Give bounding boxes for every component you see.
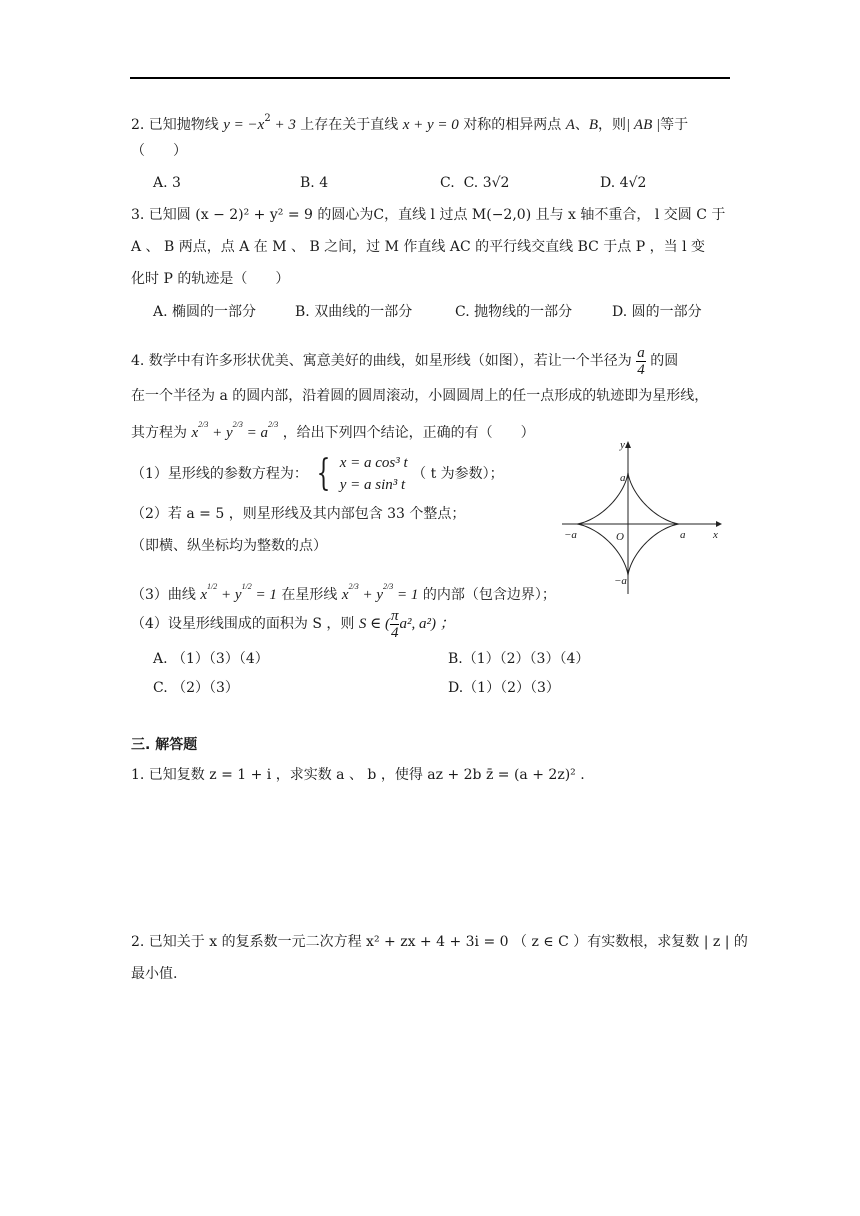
q2-tail: 等于 <box>660 117 689 133</box>
q3-line-2: A 、 B 两点，点 A 在 M 、 B 之间，过 M 作直线 AC 的平行线交直线 BC 于点 P ，当 l 变 <box>131 239 705 255</box>
q4-s1-brace: { <box>316 453 331 494</box>
label-a-right: a <box>680 529 686 541</box>
q2-sep: 、 <box>574 117 589 133</box>
q4-line1-b: 的圆 <box>650 353 679 369</box>
q4-line3-a: 其方程为 <box>131 425 187 441</box>
q4-statement-2-note: （即横、纵坐标均为整数的点） <box>131 538 327 554</box>
header-rule <box>130 77 730 79</box>
q4-fraction-a-over-4 <box>636 345 646 378</box>
q2-option-a: A. 3 <box>153 175 181 191</box>
q4-frac-den: 4 <box>637 361 645 378</box>
q2-stem <box>131 110 688 134</box>
q4-s3-mid: 在星形线 <box>281 587 338 603</box>
y-axis-arrow <box>625 441 631 448</box>
q4-s1-eq2: y = a sin³ t <box>339 477 406 493</box>
section-3-problem-2-line-2: 最小值. <box>131 966 178 982</box>
q2-point-b: B <box>588 117 599 133</box>
q2-eq-exp: 2 <box>264 113 271 124</box>
q4-s4-lead: （4）设星形线围成的面积为 S ，则 <box>131 616 355 632</box>
q4-s1-eq1: x = a cos³ t <box>339 455 408 471</box>
q2-paren: （ ） <box>131 143 187 159</box>
q2-eq-tail: + 3 <box>270 117 296 133</box>
q2-option-b: B. 4 <box>300 175 329 191</box>
q3-option-a: A. 椭圆的一部分 <box>153 304 257 320</box>
q4-line1-a: 4. 数学中有许多形状优美、寓意美好的曲线，如星形线（如图），若让一个半径为 <box>131 353 632 369</box>
q3-option-b: B. 双曲线的一部分 <box>295 304 413 320</box>
q2-eq-line: x + y = 0 <box>402 117 459 133</box>
q4-s1-lead: （1）星形线的参数方程为： <box>131 466 308 482</box>
label-a-top: a <box>620 472 626 484</box>
section-3-problem-1: 1. 已知复数 z = 1 + i ，求实数 a 、 b ，使得 az + 2b z̄ = (a + 2z)² . <box>131 767 585 783</box>
q4-s3-lead: （3）曲线 <box>131 587 196 603</box>
q4-astroid-eq: $x^{2/3} + y^{2/3} = a^{2/3}$ <box>191 420 279 441</box>
q4-s3-curve: $x^{1/2} + y^{1/2} = 1$ <box>200 582 277 603</box>
q4-line-3 <box>131 416 535 442</box>
q4-s1-system <box>340 452 408 496</box>
label-neg-a-left: −a <box>564 529 577 541</box>
q2-option-c-text: C. 3√2 <box>463 175 510 191</box>
q4-s4-end: a², a²) ； <box>399 616 455 632</box>
y-axis-label: y <box>620 439 625 451</box>
section-3-problem-2-line-1: 2. 已知关于 x 的复系数一元二次方程 x² + zx + 4 + 3i = 0 （ z ∈ C ）有实数根，求复数 | z | 的 <box>131 934 748 950</box>
q4-line-1 <box>131 344 678 378</box>
q4-s1-tail: （ t 为参数）； <box>412 466 504 482</box>
x-axis-label: x <box>713 529 718 541</box>
q4-option-c: C. （2）（3） <box>153 680 239 696</box>
q4-option-a: A. （1）（3）（4） <box>153 651 269 667</box>
q4-s3-tail: 的内部（包含边界）； <box>422 587 556 603</box>
q4-option-d: D.（1）（2）（3） <box>448 680 560 696</box>
q4-line-2: 在一个半径为 a 的圆内部，沿着圆的圆周滚动，小圆圆周上的任一点形成的轨迹即为星形线， <box>131 388 709 404</box>
section-3-title: 三. 解答题 <box>131 737 198 753</box>
q4-line3-b: ，给出下列四个结论，正确的有（ ） <box>282 425 535 441</box>
q3-option-c: C. 抛物线的一部分 <box>455 304 573 320</box>
q4-statement-2: （2）若 a = 5 ，则星形线及其内部包含 33 个整点； <box>131 506 466 522</box>
q2-option-d <box>600 174 646 192</box>
x-axis-arrow <box>716 521 722 527</box>
astroid-figure <box>556 436 726 596</box>
q2-mid1: 上存在关于直线 <box>300 117 399 133</box>
q2-option-c: C. C. 3√2 <box>440 175 510 191</box>
q2-lead: 2. 已知抛物线 <box>131 117 219 133</box>
q4-s4-pi: π <box>390 607 399 624</box>
q3-line-3: 化时 P 的轨迹是（ ） <box>131 271 290 287</box>
label-neg-a-bottom: −a <box>614 575 627 587</box>
q4-frac-num: a <box>637 344 645 361</box>
q2-eq-parabola: y = −x <box>223 117 265 133</box>
q4-statement-3 <box>131 578 556 604</box>
q2-point-a: A <box>565 117 575 133</box>
q4-statement-4 <box>131 607 455 641</box>
q4-s4-four: 4 <box>390 624 399 641</box>
q2-option-d-text: D. 4√2 <box>600 175 647 191</box>
origin-label: O <box>616 531 624 543</box>
q2-mid3: ，则 <box>598 117 627 133</box>
q4-s4-set: S ∈ ( <box>358 616 390 632</box>
q3-option-d: D. 圆的一部分 <box>612 304 702 320</box>
q2-ab: | AB | <box>626 117 661 133</box>
q4-s3-astroid: $x^{2/3} + y^{2/3} = 1$ <box>341 582 419 603</box>
q3-line-1: 3. 已知圆 (x − 2)² + y² = 9 的圆心为C，直线 l 过点 M(−2,0) 且与 x 轴不重合， l 交圆 C 于 <box>131 207 726 223</box>
q2-mid2: 对称的相异两点 <box>463 117 562 133</box>
q4-statement-1 <box>131 452 504 496</box>
q4-option-b: B.（1）（2）（3）（4） <box>448 651 590 667</box>
